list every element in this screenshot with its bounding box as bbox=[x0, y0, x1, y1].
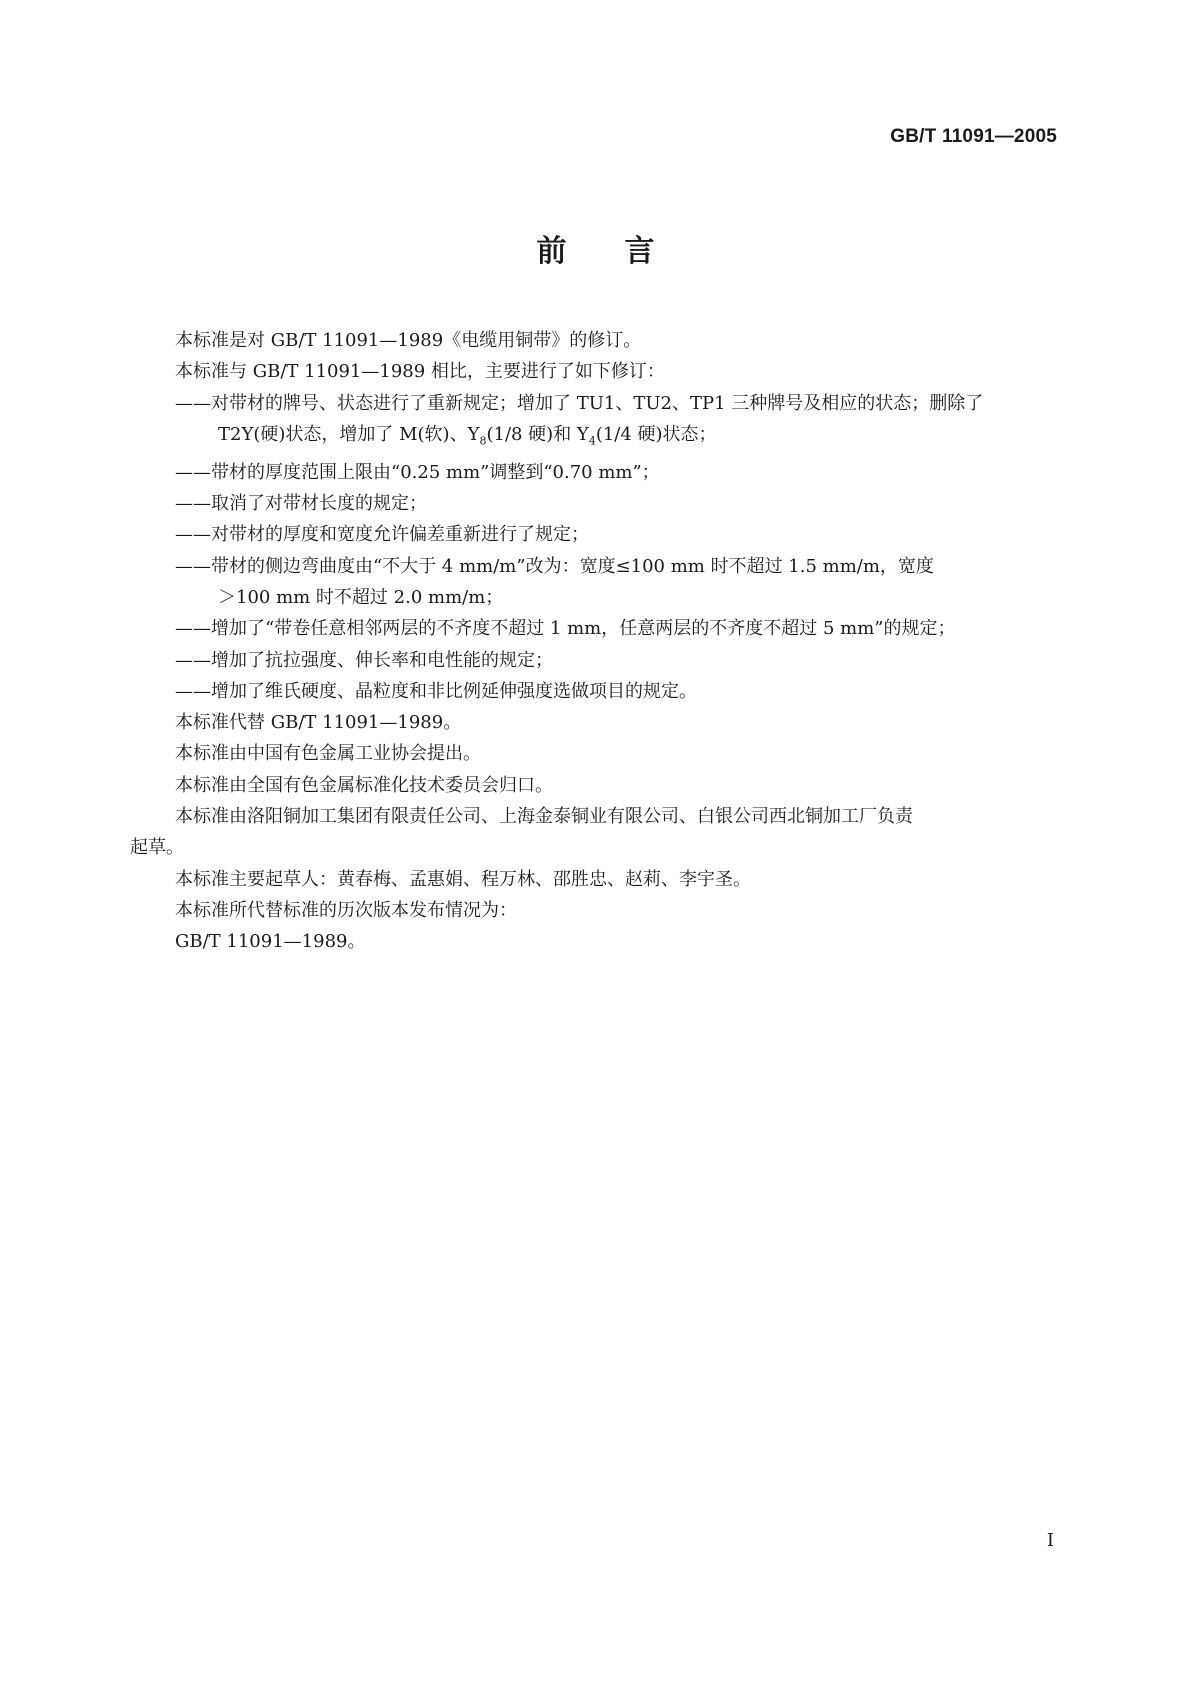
list-item-tolerance: ——对带材的厚度和宽度允许偏差重新进行了规定； bbox=[175, 524, 589, 546]
list-item-coil-alignment: ——增加了“带卷任意相邻两层的不齐度不超过 1 mm，任意两层的不齐度不超过 5 mm”的规定； bbox=[175, 618, 956, 640]
paragraph-main-changes: 本标准与 GB/T 11091—1989 相比，主要进行了如下修订： bbox=[175, 361, 665, 383]
paragraph-revision-intro: 本标准是对 GB/T 11091—1989《电缆用铜带》的修订。 bbox=[175, 330, 642, 351]
list-item-hardness: ——增加了维氏硬度、晶粒度和非比例延伸强度选做项目的规定。 bbox=[175, 680, 697, 702]
list-item-thickness: ——带材的厚度范围上限由“0.25 mm”调整到“0.70 mm”； bbox=[175, 461, 660, 483]
list-item-length: ——取消了对带材长度的规定； bbox=[175, 493, 427, 515]
list-item-grades-continued: T2Y(硬)状态，增加了 M(软)、$Y_8(1/8$ 硬)和 $Y_4(1/4$ 硬)状态； bbox=[218, 423, 717, 448]
page-title bbox=[0, 226, 1191, 270]
list-item-tensile: ——增加了抗拉强度、伸长率和电性能的规定； bbox=[175, 649, 553, 671]
page-number: I bbox=[1046, 1530, 1054, 1551]
paragraph-replaces: 本标准代替 GB/T 11091—1989。 bbox=[175, 712, 462, 734]
list-item-camber-continued: ＞100 mm 时不超过 2.0 mm/m； bbox=[218, 586, 504, 608]
paragraph-drafters: 本标准主要起草人：黄春梅、孟惠娟、程万林、邵胜忠、赵莉、李宇圣。 bbox=[175, 868, 751, 890]
paragraph-proposed-by: 本标准由中国有色金属工业协会提出。 bbox=[175, 743, 481, 765]
list-item-camber: ——带材的侧边弯曲度由“不大于 4 mm/m”改为：宽度≤100 mm 时不超过 1.5 mm/m，宽度 bbox=[175, 555, 934, 577]
paragraph-administered-by: 本标准由全国有色金属标准化技术委员会归口。 bbox=[175, 774, 553, 796]
paragraph-drafted-by-continued: 起草。 bbox=[130, 837, 184, 859]
title-char-1: 前 bbox=[536, 234, 567, 269]
list-item-grades: ——对带材的牌号、状态进行了重新规定；增加了 TU1、TU2、TP1 三种牌号及相应的状态；删除了 bbox=[175, 392, 984, 414]
title-char-2: 言 bbox=[624, 234, 655, 269]
paragraph-history-version: GB/T 11091—1989。 bbox=[175, 931, 366, 953]
paragraph-drafted-by: 本标准由洛阳铜加工集团有限责任公司、上海金泰铜业有限公司、白银公司西北铜加工厂负责 bbox=[175, 806, 913, 828]
paragraph-history-intro: 本标准所代替标准的历次版本发布情况为： bbox=[175, 899, 517, 921]
standard-code: GB/T 11091—2005 bbox=[890, 126, 1057, 147]
preface-body bbox=[130, 325, 1060, 958]
